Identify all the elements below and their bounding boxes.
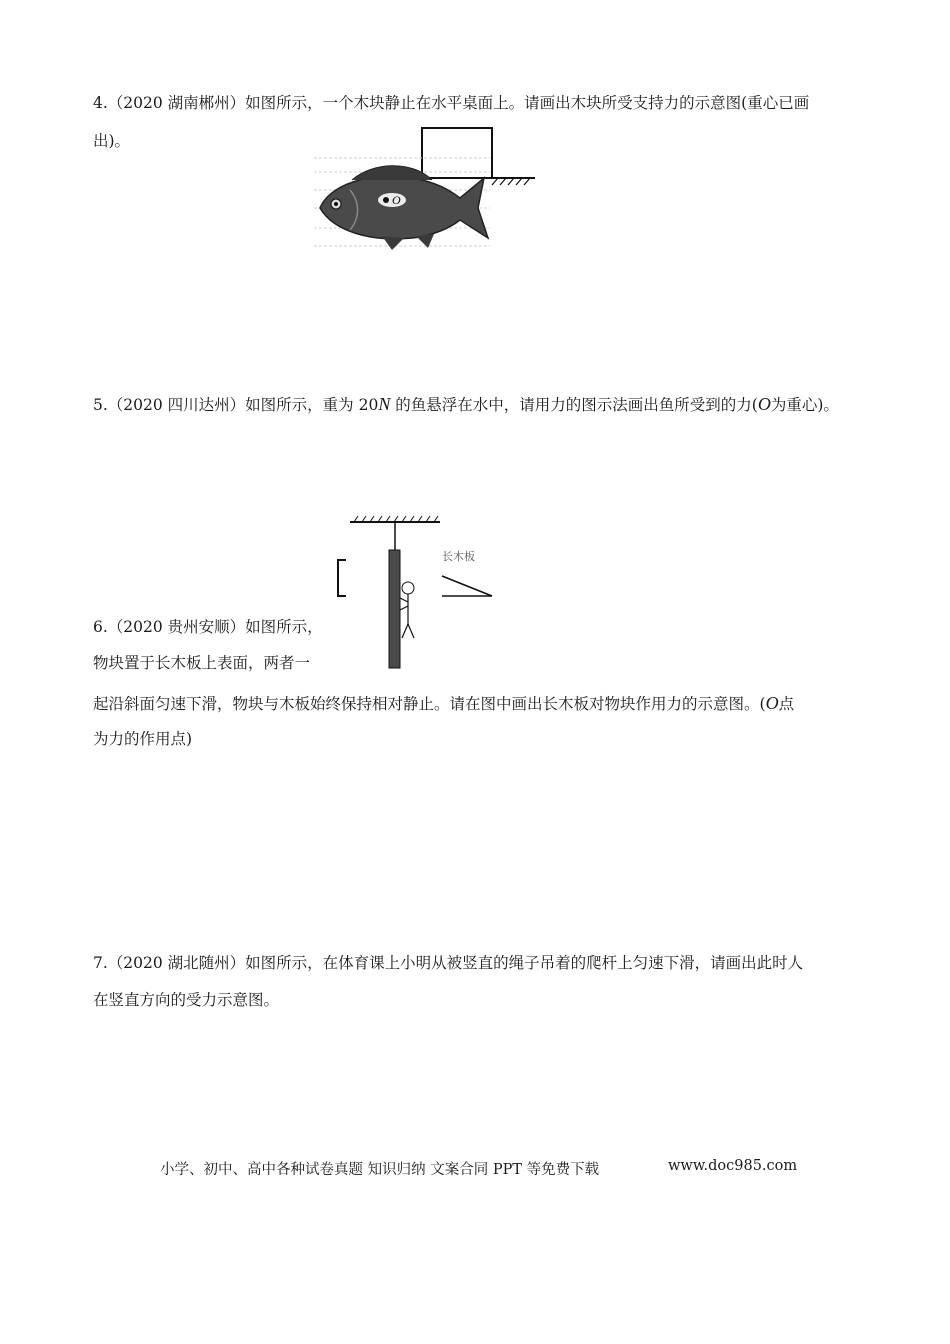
- fish-figure: [312, 150, 492, 260]
- q6-line4: 为力的作用点): [93, 730, 193, 748]
- q5-unit: N: [378, 394, 391, 414]
- q7-line2: 在竖直方向的受力示意图。: [93, 991, 280, 1009]
- q5-o: O: [757, 394, 771, 414]
- q4-line1: 4.（2020 湖南郴州）如图所示，一个木块静止在水平桌面上。请画出木块所受支持力的示意图(重心已画: [93, 94, 810, 112]
- footer-text: 小学、初中、高中各种试卷真题 知识归纳 文案合同 PPT 等免费下载: [160, 1162, 600, 1178]
- q6-line2: 物块置于长木板上表面，两者一: [93, 654, 311, 672]
- q5-middle: 的鱼悬浮在水中，请用力的图示法画出鱼所受到的力(: [390, 396, 758, 414]
- pole-incline-figure: [330, 512, 500, 672]
- footer-url[interactable]: www.doc985.com: [668, 1158, 798, 1174]
- fish-center-label: O: [392, 193, 401, 207]
- q4-line2: 出)。: [93, 132, 131, 150]
- long-board-label: 长木板: [442, 550, 475, 563]
- q6-line1: 6.（2020 贵州安顺）如图所示，: [93, 618, 323, 636]
- q6-line3-suffix: 点: [778, 695, 795, 713]
- q5-text: [93, 395, 839, 414]
- q7-line1: 7.（2020 湖北随州）如图所示，在体育课上小明从被竖直的绳子吊着的爬杆上匀速下滑，请画出此时人: [93, 954, 804, 972]
- q5-prefix: 5.（2020 四川达州）如图所示，重为 20: [93, 396, 379, 414]
- q6-o: O: [765, 693, 779, 713]
- q5-suffix: 为重心)。: [770, 396, 839, 414]
- q6-line3-prefix: 起沿斜面匀速下滑，物块与木板始终保持相对静止。请在图中画出长木板对物块作用力的示意图。(: [93, 695, 766, 713]
- q6-line3: [93, 694, 794, 713]
